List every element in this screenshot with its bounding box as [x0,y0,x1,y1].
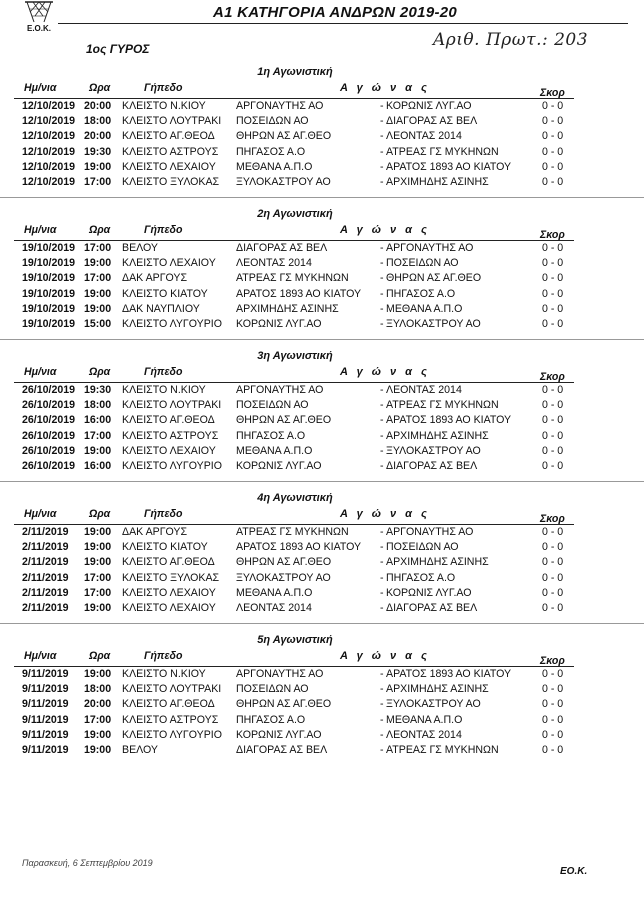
game-venue: ΚΛΕΙΣΤΟ ΛΟΥΤΡΑΚΙ [122,399,222,412]
game-venue: ΚΛΕΙΣΤΟ Ν.ΚΙΟΥ [122,668,206,680]
header-venue: Γήπεδο [144,224,183,236]
versus-dash: - [380,683,384,696]
game-venue: ΚΛΕΙΣΤΟ ΑΣΤΡΟΥΣ [122,145,219,158]
header-venue: Γήπεδο [144,366,183,378]
home-team: ΑΡΓΟΝΑΥΤΗΣ ΑΟ [236,100,324,112]
game-score: 0 - 0 [542,526,564,538]
versus-dash: - [380,399,384,412]
game-time: 17:00 [84,429,112,442]
home-team: ΑΡΑΤΟΣ 1893 ΑΟ ΚΙΑΤΟΥ [236,541,362,554]
matchday-title: 4η Αγωνιστική [257,492,333,504]
header-match: Α γ ώ ν α ς [340,366,430,378]
game-time: 19:00 [84,160,112,173]
game-date: 12/10/2019 [22,176,76,188]
game-time: 18:00 [84,115,112,128]
game-score: 0 - 0 [542,429,564,442]
home-team: ΘΗΡΩΝ ΑΣ ΑΓ.ΘΕΟ [236,556,332,569]
versus-dash: - [380,429,384,442]
away-team: ΚΟΡΩΝΙΣ ΛΥΓ.ΑΟ [386,586,472,599]
header-venue: Γήπεδο [144,650,183,662]
game-date: 19/10/2019 [22,272,76,285]
game-score: 0 - 0 [542,100,564,112]
game-venue: ΚΛΕΙΣΤΟ ΑΣΤΡΟΥΣ [122,429,219,442]
versus-dash: - [380,713,384,726]
section-divider [0,197,644,198]
game-date: 26/10/2019 [22,414,76,427]
game-time: 17:00 [84,586,112,599]
game-time: 20:00 [84,698,112,711]
away-team: ΑΡΑΤΟΣ 1893 ΑΟ ΚΙΑΤΟΥ [386,668,512,680]
game-time: 18:00 [84,399,112,412]
away-team: ΞΥΛΟΚΑΣΤΡΟΥ ΑΟ [386,698,481,711]
versus-dash: - [380,160,384,173]
header-time: Ωρα [89,508,111,520]
game-date: 19/10/2019 [22,302,76,315]
game-venue: ΚΛΕΙΣΤΟ ΛΕΧΑΙΟΥ [122,160,216,173]
game-date: 2/11/2019 [22,541,69,554]
game-score: 0 - 0 [542,145,564,158]
game-venue: ΚΛΕΙΣΤΟ ΚΙΑΤΟΥ [122,541,208,554]
versus-dash: - [380,257,384,270]
game-venue: ΚΛΕΙΣΤΟ ΑΣΤΡΟΥΣ [122,713,219,726]
game-date: 9/11/2019 [22,728,69,741]
game-time: 18:00 [84,683,112,696]
away-team: ΞΥΛΟΚΑΣΤΡΟΥ ΑΟ [386,318,481,330]
versus-dash: - [380,728,384,741]
away-team: ΛΕΟΝΤΑΣ 2014 [386,384,462,396]
matchday-title: 1η Αγωνιστική [257,66,333,78]
handwritten-protocol-number: Αριθ. Πρωτ.: 203 [433,30,589,50]
versus-dash: - [380,526,384,538]
game-score: 0 - 0 [542,287,564,300]
game-venue: ΚΛΕΙΣΤΟ ΑΓ.ΘΕΟΔ [122,414,215,427]
versus-dash: - [380,586,384,599]
logo-text: Ε.Ο.Κ. [26,24,51,33]
game-time: 20:00 [84,100,112,112]
home-team: ΠΗΓΑΣΟΣ Α.Ο [236,429,306,442]
game-date: 2/11/2019 [22,556,69,569]
game-date: 9/11/2019 [22,744,69,756]
home-team: ΠΗΓΑΣΟΣ Α.Ο [236,145,306,158]
header-date: Ημ/νια [24,366,57,378]
eok-logo [22,0,56,34]
header-divider [14,240,574,241]
game-date: 9/11/2019 [22,668,69,680]
footer-date-text: Παρασκευή, 6 Σεπτεμβρίου 2019 [22,858,153,868]
game-score: 0 - 0 [542,318,564,330]
game-venue: ΚΛΕΙΣΤΟ ΛΥΓΟΥΡΙΟ [122,728,222,741]
game-score: 0 - 0 [542,176,564,188]
game-date: 26/10/2019 [22,429,76,442]
game-time: 19:30 [84,145,112,158]
game-score: 0 - 0 [542,115,564,128]
game-date: 2/11/2019 [22,526,69,538]
versus-dash: - [380,130,384,143]
game-time: 17:00 [84,713,112,726]
versus-dash: - [380,176,384,188]
header-time: Ωρα [89,366,111,378]
game-time: 16:00 [84,460,112,472]
home-team: ΞΥΛΟΚΑΣΤΡΟΥ ΑΟ [236,176,331,188]
game-time: 20:00 [84,130,112,143]
game-date: 9/11/2019 [22,698,69,711]
home-team: ΑΤΡΕΑΣ ΓΣ ΜΥΚΗΝΩΝ [236,272,349,285]
away-team: ΑΡΧΙΜΗΔΗΣ ΑΣΙΝΗΣ [386,683,489,696]
game-score: 0 - 0 [542,713,564,726]
game-date: 12/10/2019 [22,160,76,173]
header-match: Α γ ώ ν α ς [340,224,430,236]
home-team: ΔΙΑΓΟΡΑΣ ΑΣ ΒΕΛ [236,242,328,254]
game-time: 19:00 [84,744,112,756]
header-divider [14,524,574,525]
section-divider [0,339,644,340]
game-venue: ΚΛΕΙΣΤΟ ΛΕΧΑΙΟΥ [122,257,216,270]
section-divider [0,481,644,482]
game-venue: ΚΛΕΙΣΤΟ ΛΕΧΑΙΟΥ [122,602,216,614]
home-team: ΞΥΛΟΚΑΣΤΡΟΥ ΑΟ [236,571,331,584]
home-team: ΑΡΧΙΜΗΔΗΣ ΑΣΙΝΗΣ [236,302,339,315]
home-team: ΑΤΡΕΑΣ ΓΣ ΜΥΚΗΝΩΝ [236,526,349,538]
game-score: 0 - 0 [542,668,564,680]
home-team: ΔΙΑΓΟΡΑΣ ΑΣ ΒΕΛ [236,744,328,756]
game-venue: ΚΛΕΙΣΤΟ Ν.ΚΙΟΥ [122,384,206,396]
versus-dash: - [380,602,384,614]
home-team: ΚΟΡΩΝΙΣ ΛΥΓ.ΑΟ [236,318,322,330]
home-team: ΘΗΡΩΝ ΑΣ ΑΓ.ΘΕΟ [236,130,332,143]
game-score: 0 - 0 [542,602,564,614]
matchday-title: 2η Αγωνιστική [257,208,333,220]
away-team: ΠΗΓΑΣΟΣ Α.Ο [386,571,456,584]
home-team: ΠΟΣΕΙΔΩΝ ΑΟ [236,115,309,128]
header-match: Α γ ώ ν α ς [340,650,430,662]
away-team: ΑΡΓΟΝΑΥΤΗΣ ΑΟ [386,242,474,254]
away-team: ΑΡΑΤΟΣ 1893 ΑΟ ΚΙΑΤΟΥ [386,160,512,173]
game-venue: ΚΛΕΙΣΤΟ ΛΟΥΤΡΑΚΙ [122,683,222,696]
away-team: ΔΙΑΓΟΡΑΣ ΑΣ ΒΕΛ [386,115,478,128]
versus-dash: - [380,556,384,569]
versus-dash: - [380,698,384,711]
away-team: ΑΡΓΟΝΑΥΤΗΣ ΑΟ [386,526,474,538]
away-team: ΠΟΣΕΙΔΩΝ ΑΟ [386,541,459,554]
home-team: ΜΕΘΑΝΑ Α.Π.Ο [236,586,313,599]
game-date: 9/11/2019 [22,683,69,696]
header-date: Ημ/νια [24,508,57,520]
game-time: 19:00 [84,541,112,554]
versus-dash: - [380,318,384,330]
header-date: Ημ/νια [24,650,57,662]
away-team: ΚΟΡΩΝΙΣ ΛΥΓ.ΑΟ [386,100,472,112]
game-venue: ΒΕΛΟΥ [122,242,158,254]
game-score: 0 - 0 [542,414,564,427]
away-team: ΑΡΑΤΟΣ 1893 ΑΟ ΚΙΑΤΟΥ [386,414,512,427]
game-date: 2/11/2019 [22,571,69,584]
versus-dash: - [380,541,384,554]
game-venue: ΚΛΕΙΣΤΟ ΛΕΧΑΙΟΥ [122,586,216,599]
title-divider [58,23,628,24]
game-time: 19:00 [84,287,112,300]
header-time: Ωρα [89,82,111,94]
home-team: ΜΕΘΑΝΑ Α.Π.Ο [236,444,313,457]
game-time: 16:00 [84,414,112,427]
home-team: ΘΗΡΩΝ ΑΣ ΑΓ.ΘΕΟ [236,414,332,427]
game-score: 0 - 0 [542,272,564,285]
home-team: ΑΡΑΤΟΣ 1893 ΑΟ ΚΙΑΤΟΥ [236,287,362,300]
game-score: 0 - 0 [542,384,564,396]
game-score: 0 - 0 [542,728,564,741]
versus-dash: - [380,460,384,472]
versus-dash: - [380,444,384,457]
header-match: Α γ ώ ν α ς [340,82,430,94]
home-team: ΠΟΣΕΙΔΩΝ ΑΟ [236,399,309,412]
game-time: 19:00 [84,257,112,270]
game-date: 2/11/2019 [22,602,69,614]
away-team: ΔΙΑΓΟΡΑΣ ΑΣ ΒΕΛ [386,602,478,614]
away-team: ΜΕΘΑΝΑ Α.Π.Ο [386,302,463,315]
game-venue: ΚΛΕΙΣΤΟ ΛΥΓΟΥΡΙΟ [122,460,222,472]
away-team: ΑΤΡΕΑΣ ΓΣ ΜΥΚΗΝΩΝ [386,145,499,158]
footer-org: ΕΟ.Κ. [560,866,588,877]
header-divider [14,98,574,99]
home-team: ΜΕΘΑΝΑ Α.Π.Ο [236,160,313,173]
game-venue: ΚΛΕΙΣΤΟ ΞΥΛΟΚΑΣ [122,571,220,584]
header-time: Ωρα [89,224,111,236]
game-date: 19/10/2019 [22,287,76,300]
game-venue: ΔΑΚ ΝΑΥΠΛΙΟΥ [122,302,200,315]
away-team: ΘΗΡΩΝ ΑΣ ΑΓ.ΘΕΟ [386,272,482,285]
versus-dash: - [380,287,384,300]
game-time: 17:00 [84,242,112,254]
game-time: 19:00 [84,526,112,538]
versus-dash: - [380,115,384,128]
versus-dash: - [380,744,384,756]
game-venue: ΚΛΕΙΣΤΟ ΛΥΓΟΥΡΙΟ [122,318,222,330]
game-score: 0 - 0 [542,541,564,554]
game-score: 0 - 0 [542,444,564,457]
versus-dash: - [380,571,384,584]
game-time: 17:00 [84,272,112,285]
versus-dash: - [380,302,384,315]
home-team: ΠΟΣΕΙΔΩΝ ΑΟ [236,683,309,696]
game-venue: ΚΛΕΙΣΤΟ ΛΟΥΤΡΑΚΙ [122,115,222,128]
away-team: ΑΡΧΙΜΗΔΗΣ ΑΣΙΝΗΣ [386,556,489,569]
game-score: 0 - 0 [542,160,564,173]
away-team: ΑΡΧΙΜΗΔΗΣ ΑΣΙΝΗΣ [386,429,489,442]
game-venue: ΚΛΕΙΣΤΟ ΑΓ.ΘΕΟΔ [122,556,215,569]
game-time: 19:00 [84,602,112,614]
game-venue: ΔΑΚ ΑΡΓΟΥΣ [122,272,188,285]
home-team: ΚΟΡΩΝΙΣ ΛΥΓ.ΑΟ [236,460,322,472]
game-score: 0 - 0 [542,556,564,569]
away-team: ΛΕΟΝΤΑΣ 2014 [386,130,462,143]
header-venue: Γήπεδο [144,82,183,94]
game-venue: ΚΛΕΙΣΤΟ ΑΓ.ΘΕΟΔ [122,130,215,143]
game-date: 19/10/2019 [22,257,76,270]
game-venue: ΒΕΛΟΥ [122,744,158,756]
page-title: Α1 ΚΑΤΗΓΟΡΙΑ ΑΝΔΡΩΝ 2019-20 [212,4,458,21]
header-score: Σκορ [540,87,565,99]
footer-date [22,858,153,868]
game-score: 0 - 0 [542,399,564,412]
away-team: ΑΡΧΙΜΗΔΗΣ ΑΣΙΝΗΣ [386,176,489,188]
header-score: Σκορ [540,229,565,241]
game-venue: ΔΑΚ ΑΡΓΟΥΣ [122,526,188,538]
versus-dash: - [380,668,384,680]
game-score: 0 - 0 [542,302,564,315]
home-team: ΑΡΓΟΝΑΥΤΗΣ ΑΟ [236,668,324,680]
game-date: 26/10/2019 [22,384,76,396]
game-venue: ΚΛΕΙΣΤΟ ΚΙΑΤΟΥ [122,287,208,300]
game-score: 0 - 0 [542,257,564,270]
game-time: 19:30 [84,384,112,396]
game-time: 19:00 [84,668,112,680]
game-score: 0 - 0 [542,683,564,696]
game-venue: ΚΛΕΙΣΤΟ ΞΥΛΟΚΑΣ [122,176,220,188]
game-score: 0 - 0 [542,586,564,599]
matchday-title: 3η Αγωνιστική [257,350,333,362]
header-date: Ημ/νια [24,82,57,94]
game-date: 26/10/2019 [22,399,76,412]
game-date: 19/10/2019 [22,318,76,330]
header-date: Ημ/νια [24,224,57,236]
header-venue: Γήπεδο [144,508,183,520]
header-time: Ωρα [89,650,111,662]
header-match: Α γ ώ ν α ς [340,508,430,520]
versus-dash: - [380,384,384,396]
game-venue: ΚΛΕΙΣΤΟ Ν.ΚΙΟΥ [122,100,206,112]
game-date: 26/10/2019 [22,444,76,457]
game-time: 15:00 [84,318,112,330]
header-divider [14,382,574,383]
header-divider [14,666,574,667]
basket-net-icon [22,0,56,26]
game-time: 17:00 [84,176,112,188]
game-score: 0 - 0 [542,698,564,711]
game-date: 19/10/2019 [22,242,76,254]
away-team: ΑΤΡΕΑΣ ΓΣ ΜΥΚΗΝΩΝ [386,399,499,412]
versus-dash: - [380,145,384,158]
section-divider [0,623,644,624]
game-date: 12/10/2019 [22,130,76,143]
game-date: 12/10/2019 [22,115,76,128]
versus-dash: - [380,100,384,112]
game-venue: ΚΛΕΙΣΤΟ ΑΓ.ΘΕΟΔ [122,698,215,711]
game-time: 19:00 [84,556,112,569]
away-team: ΠΗΓΑΣΟΣ Α.Ο [386,287,456,300]
game-date: 9/11/2019 [22,713,69,726]
game-time: 19:00 [84,302,112,315]
game-time: 19:00 [84,444,112,457]
home-team: ΚΟΡΩΝΙΣ ΛΥΓ.ΑΟ [236,728,322,741]
versus-dash: - [380,414,384,427]
game-score: 0 - 0 [542,460,564,472]
game-date: 12/10/2019 [22,145,76,158]
away-team: ΑΤΡΕΑΣ ΓΣ ΜΥΚΗΝΩΝ [386,744,499,756]
header-score: Σκορ [540,371,565,383]
game-score: 0 - 0 [542,242,564,254]
home-team: ΘΗΡΩΝ ΑΣ ΑΓ.ΘΕΟ [236,698,332,711]
home-team: ΛΕΟΝΤΑΣ 2014 [236,257,312,270]
game-score: 0 - 0 [542,744,564,756]
header-score: Σκορ [540,655,565,667]
away-team: ΜΕΘΑΝΑ Α.Π.Ο [386,713,463,726]
game-venue: ΚΛΕΙΣΤΟ ΛΕΧΑΙΟΥ [122,444,216,457]
game-date: 2/11/2019 [22,586,69,599]
game-time: 17:00 [84,571,112,584]
home-team: ΛΕΟΝΤΑΣ 2014 [236,602,312,614]
away-team: ΠΟΣΕΙΔΩΝ ΑΟ [386,257,459,270]
home-team: ΠΗΓΑΣΟΣ Α.Ο [236,713,306,726]
game-date: 12/10/2019 [22,100,76,112]
away-team: ΞΥΛΟΚΑΣΤΡΟΥ ΑΟ [386,444,481,457]
game-time: 19:00 [84,728,112,741]
game-score: 0 - 0 [542,130,564,143]
home-team: ΑΡΓΟΝΑΥΤΗΣ ΑΟ [236,384,324,396]
header-score: Σκορ [540,513,565,525]
away-team: ΔΙΑΓΟΡΑΣ ΑΣ ΒΕΛ [386,460,478,472]
versus-dash: - [380,242,384,254]
away-team: ΛΕΟΝΤΑΣ 2014 [386,728,462,741]
round-label: 1ος ΓΥΡΟΣ [86,42,150,56]
matchday-title: 5η Αγωνιστική [257,634,333,646]
game-date: 26/10/2019 [22,460,76,472]
game-score: 0 - 0 [542,571,564,584]
versus-dash: - [380,272,384,285]
